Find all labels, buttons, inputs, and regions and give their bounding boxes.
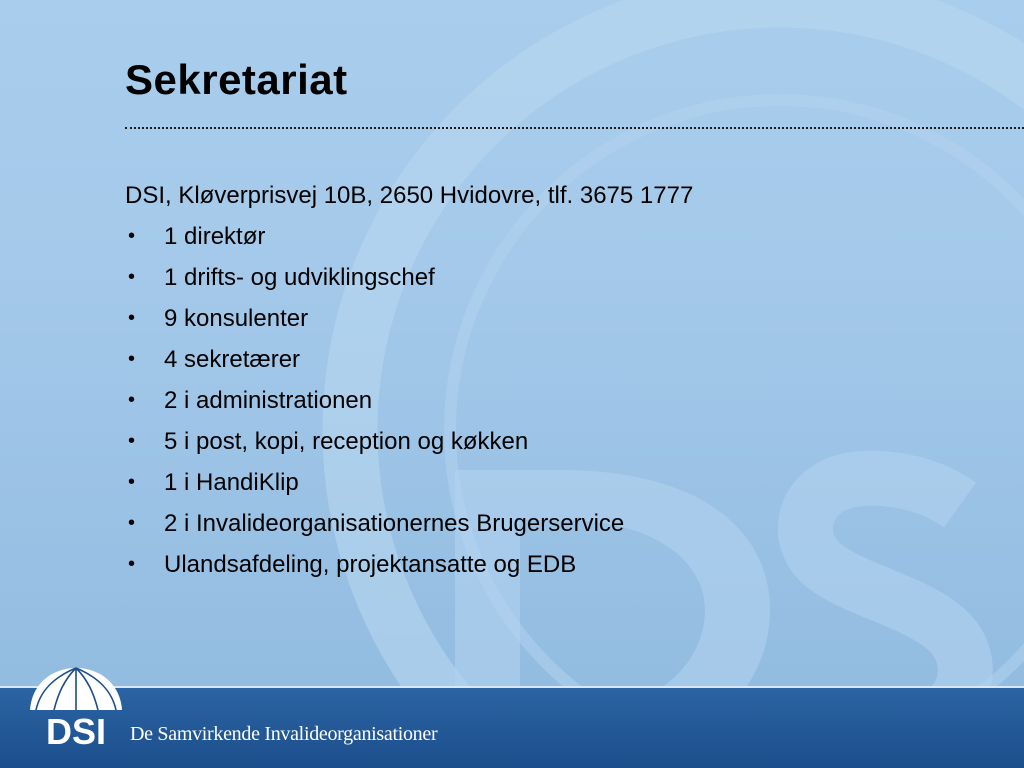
list-item-text: 9 konsulenter xyxy=(164,305,309,332)
list-item-text: 2 i administrationen xyxy=(164,387,373,414)
bullet-icon: • xyxy=(128,553,136,575)
list-item-text: 1 i HandiKlip xyxy=(164,469,299,496)
bullet-icon: • xyxy=(128,512,136,534)
bullet-icon: • xyxy=(128,430,136,452)
list-item-text: 1 drifts- og udviklingschef xyxy=(164,264,435,291)
title-divider xyxy=(125,127,1024,129)
list-item-text: 5 i post, kopi, reception og køkken xyxy=(164,428,529,455)
list-item-text: 1 direktør xyxy=(164,223,266,250)
bullet-icon: • xyxy=(128,471,136,493)
list-item xyxy=(125,421,693,462)
staff-list xyxy=(125,216,693,585)
list-item xyxy=(125,503,693,544)
slide-body xyxy=(125,175,693,585)
list-item xyxy=(125,216,693,257)
bullet-icon: • xyxy=(128,348,136,370)
list-item-text: 4 sekretærer xyxy=(164,346,301,373)
dsi-logo xyxy=(24,664,128,748)
list-item xyxy=(125,380,693,421)
bullet-icon: • xyxy=(128,307,136,329)
slide-title: Sekretariat xyxy=(125,56,348,103)
address-line: DSI, Kløverprisvej 10B, 2650 Hvidovre, tlf. 3675 1777 xyxy=(125,182,694,209)
list-item xyxy=(125,544,693,585)
list-item-text: Ulandsafdeling, projektansatte og EDB xyxy=(164,551,577,578)
organization-name: De Samvirkende Invalideorganisationer xyxy=(130,723,438,745)
list-item-text: 2 i Invalideorganisationernes Brugerservice xyxy=(164,510,625,537)
list-item xyxy=(125,298,693,339)
bullet-icon: • xyxy=(128,225,136,247)
bullet-icon: • xyxy=(128,266,136,288)
bullet-icon: • xyxy=(128,389,136,411)
list-item xyxy=(125,339,693,380)
logo-wordmark: DSI xyxy=(45,711,107,748)
list-item xyxy=(125,257,693,298)
list-item xyxy=(125,462,693,503)
